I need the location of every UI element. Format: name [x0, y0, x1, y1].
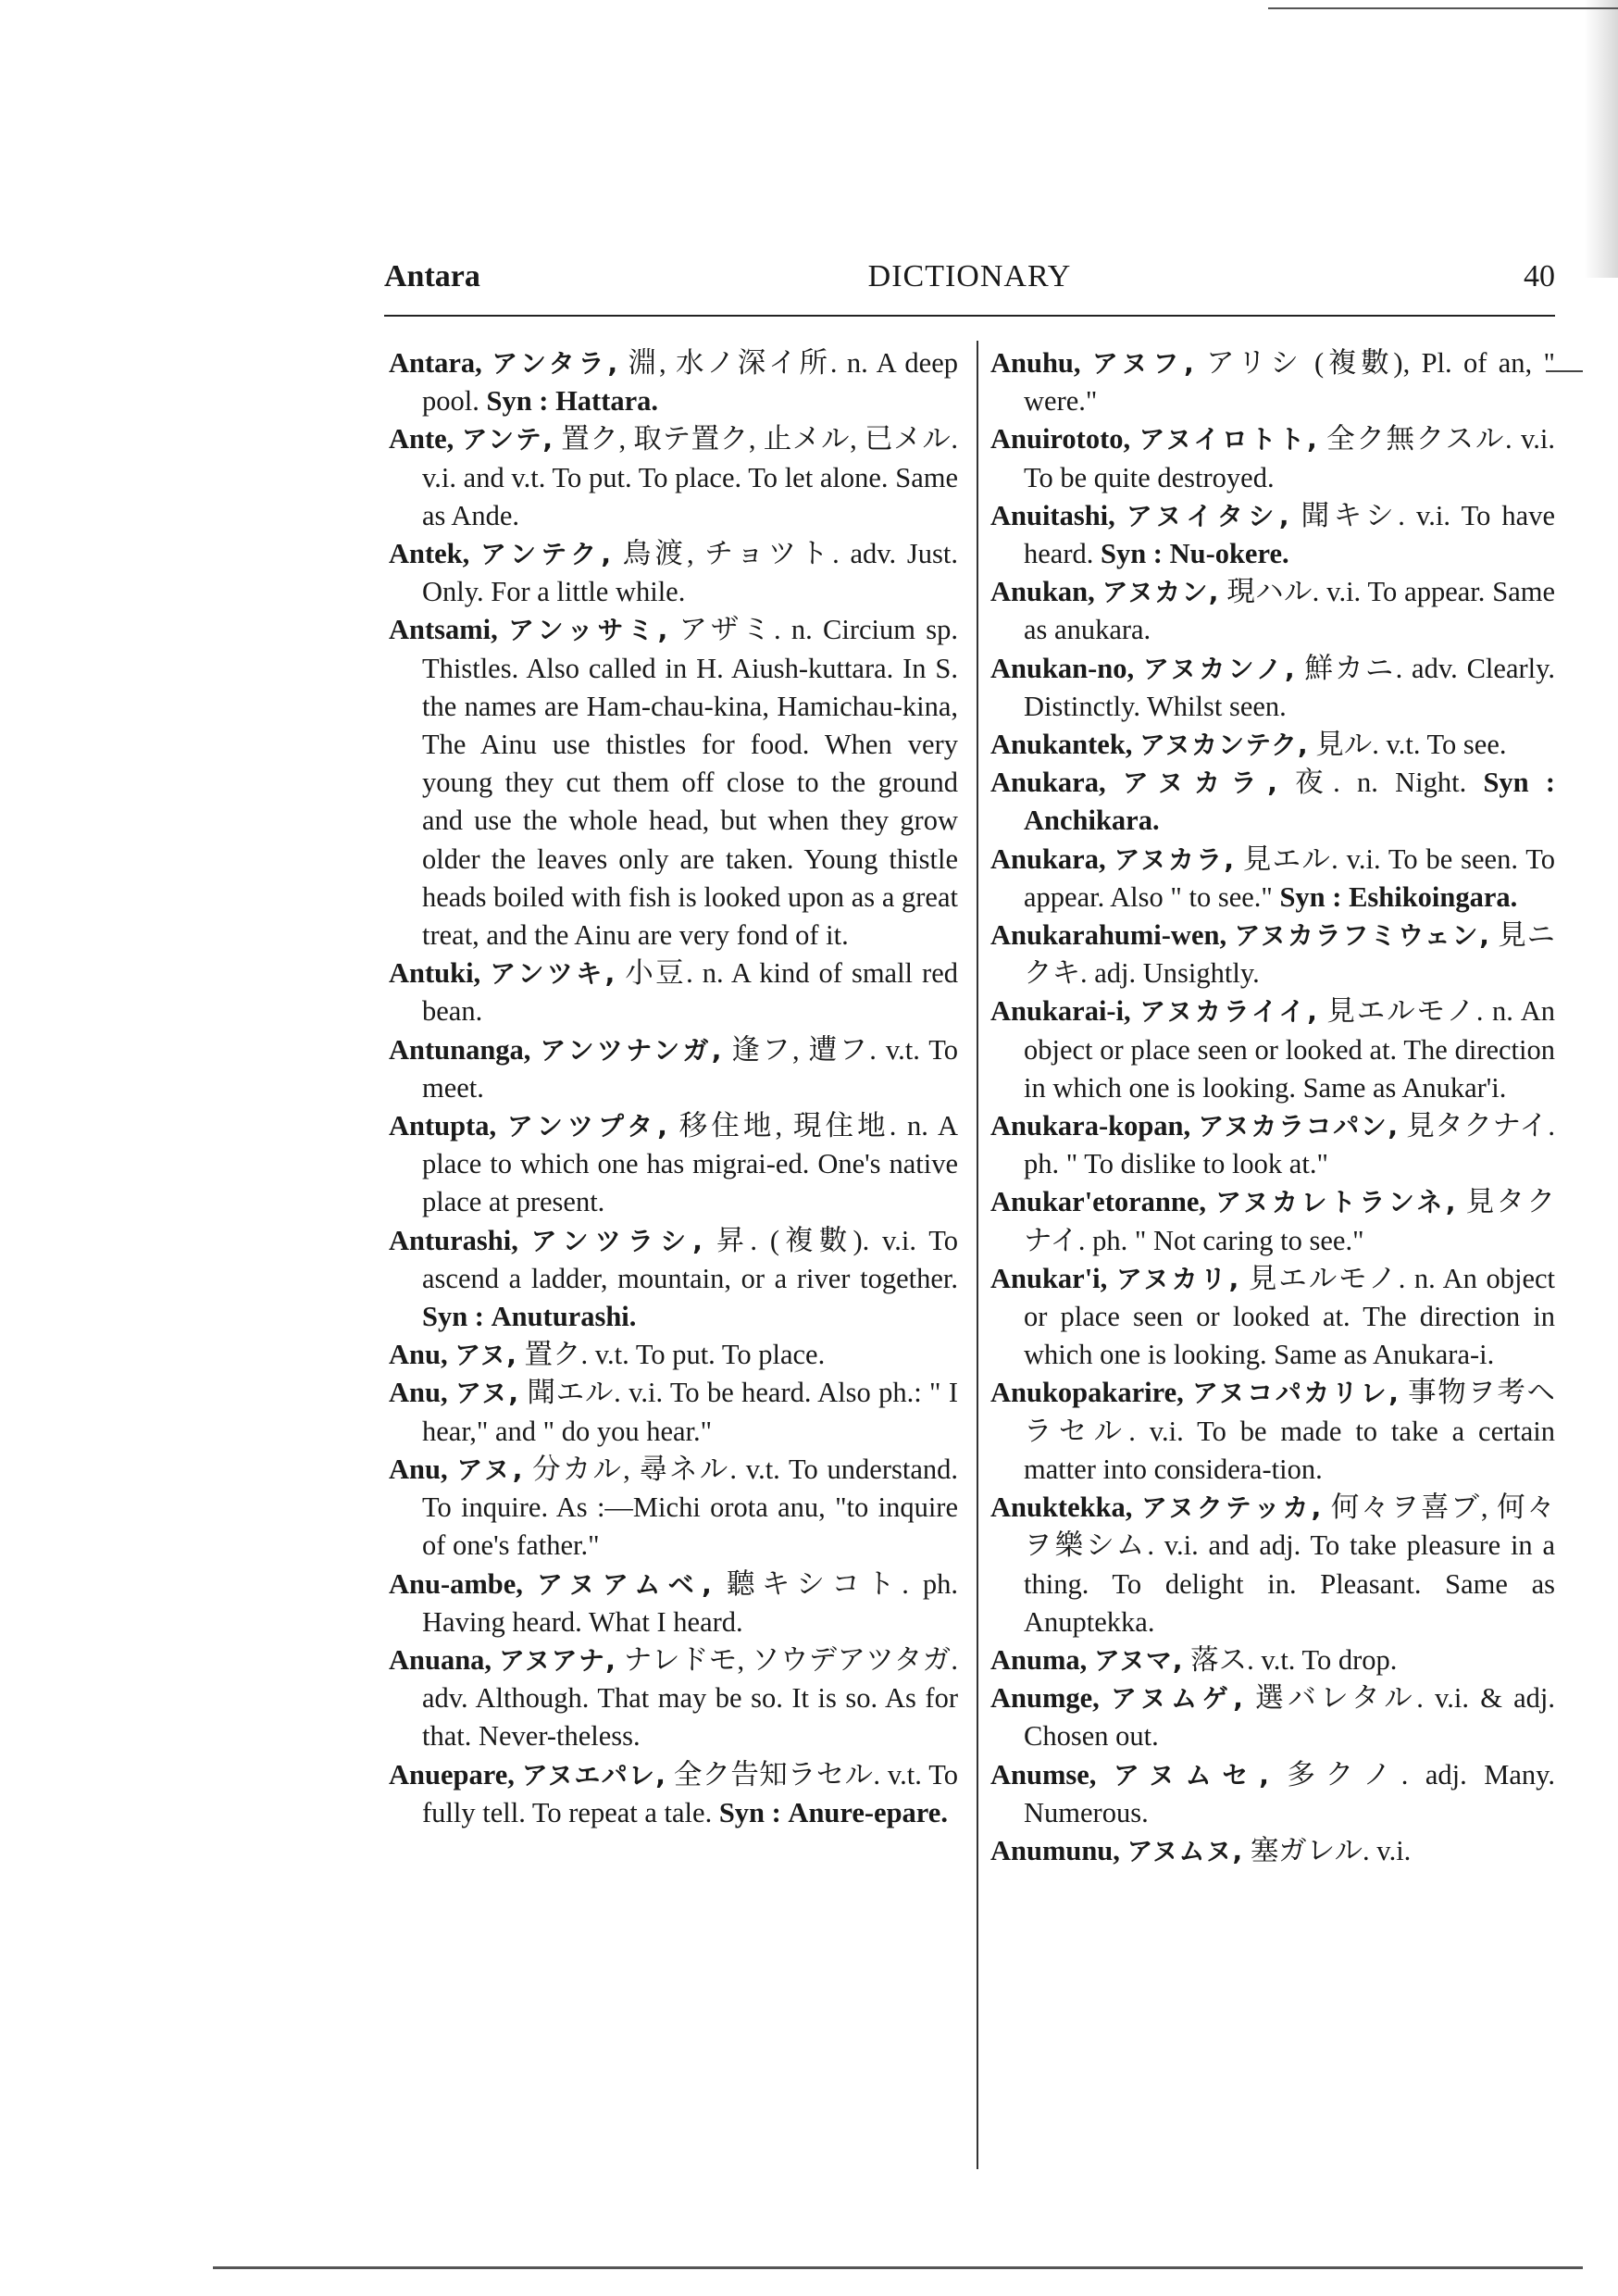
definition: 現ハル. v.i. To appear. Same as anukara.: [1024, 576, 1556, 646]
dictionary-entry: [990, 1832, 1555, 1870]
headword: Anturashi,: [389, 1224, 518, 1256]
definition: 夜. n. Night.: [1295, 767, 1467, 799]
synonym: Nu-okere.: [1169, 538, 1289, 570]
dictionary-entry: [990, 1260, 1555, 1375]
definition: 小豆. n. A kind of small red bean.: [422, 957, 958, 1028]
definition: 聽キシコト. ph. Having heard. What I heard.: [422, 1567, 959, 1638]
headword: Anukantek,: [990, 729, 1133, 761]
definition: 逢フ, 遭フ. v.t. To meet.: [422, 1033, 958, 1104]
kana-reading: アンツナンガ,: [540, 1034, 723, 1066]
definition: 置ク. v.t. To put. To place.: [524, 1339, 826, 1371]
scan-edge-shadow: [1585, 0, 1618, 278]
headword: Anuhu,: [990, 347, 1081, 379]
dictionary-entry: [990, 497, 1555, 573]
headword: Antuki,: [389, 957, 481, 990]
dictionary-entry: [389, 1222, 958, 1337]
headword: Antara,: [389, 347, 482, 379]
headword: Antsami,: [389, 614, 498, 646]
kana-reading: アンツラシ,: [530, 1225, 703, 1256]
header-title: DICTIONARY: [867, 259, 1072, 293]
definition: 移住地, 現住地. n. A place to which one has migrai-ed. One's native place at present.: [422, 1110, 959, 1218]
definition: 全ク告知ラセル. v.t. To fully tell. To repeat a tale.: [422, 1758, 958, 1828]
scan-edge-line-bottom: [213, 2266, 1583, 2269]
dictionary-entry: [990, 573, 1555, 649]
definition: 見エルモノ. n. An object or place seen or looked at. The direction in which one is looking. Same as Anukar'i.: [1024, 995, 1556, 1104]
definition: 見タクナイ. ph. " Not caring to see.": [1024, 1186, 1556, 1256]
synonym-label: Syn :: [422, 1301, 484, 1333]
headword: Anu,: [389, 1453, 448, 1485]
headword: Anu,: [389, 1377, 448, 1409]
kana-reading: アヌカラコパン,: [1198, 1111, 1399, 1142]
headword: Anukara,: [990, 842, 1106, 875]
definition: 多クノ. adj. Many. Numerous.: [1024, 1758, 1556, 1828]
headword: Anukara,: [990, 767, 1106, 799]
headword: Anukan-no,: [990, 652, 1135, 684]
headword: Anumge,: [990, 1682, 1100, 1715]
synonym-label: Syn :: [718, 1796, 781, 1828]
right-column: [990, 344, 1555, 1870]
headword: Anukan,: [990, 576, 1095, 608]
dictionary-entry: [389, 1374, 958, 1450]
headword: Anumse,: [990, 1758, 1097, 1791]
dictionary-entry: [389, 535, 958, 611]
kana-reading: アヌイタシ,: [1126, 500, 1290, 531]
kana-reading: アヌコパカリレ,: [1191, 1378, 1400, 1409]
dictionary-entry: [990, 917, 1555, 992]
definition: 塞ガレル. v.i.: [1250, 1834, 1412, 1866]
definition: 見エルモノ. n. An object or place seen or looked at. The direction in which one is looking. Same as Anukara-i.: [1024, 1262, 1555, 1371]
synonym-label: Syn :: [1100, 538, 1163, 570]
kana-reading: アヌマ,: [1093, 1644, 1184, 1676]
definition: 昇. (複數). v.i. To ascend a ladder, mountain, or a river together.: [422, 1224, 959, 1294]
kana-reading: アヌクテッカ,: [1140, 1492, 1323, 1524]
synonym: Anchikara.: [1024, 805, 1160, 837]
definition: 落ス. v.t. To drop.: [1190, 1643, 1398, 1676]
headword: Anukar'i,: [990, 1262, 1108, 1294]
scan-edge-line-top: [1268, 7, 1618, 9]
kana-reading: アヌフ,: [1091, 348, 1195, 379]
dictionary-entry: [389, 1756, 958, 1832]
kana-reading: アヌカレトランネ,: [1215, 1187, 1457, 1218]
kana-reading: アンテ,: [461, 424, 554, 455]
header-page-number: 40: [1524, 259, 1555, 293]
kana-reading: アヌアナ,: [498, 1644, 616, 1676]
definition: 全ク無クスル. v.i. To be quite destroyed.: [1024, 423, 1556, 493]
dictionary-entry: [389, 1336, 958, 1374]
dictionary-entry: [389, 1451, 958, 1566]
headword: Antupta,: [389, 1110, 497, 1142]
kana-reading: アヌムゲ,: [1110, 1683, 1244, 1715]
definition: 見ル. v.t. To see.: [1315, 729, 1507, 761]
kana-reading: アンッサミ,: [508, 615, 669, 646]
headword: Anuepare,: [389, 1758, 515, 1791]
dictionary-entry: [990, 420, 1555, 496]
kana-reading: アヌイロトト,: [1139, 424, 1318, 455]
definition: アザミ. n. Circium sp. Thistles. Also called in H. Aiush-kuttara. In S. the names are Ham-chau-kina, Hamichau-kina, The Ainu use thistles for food. When very young they cut them off close to the ground and use the whole head, but when they grow older the leaves only are taken. Young thistle heads boiled with fish is looked upon as a great treat, and the Ainu are very fond of it.: [422, 614, 959, 952]
kana-reading: アヌ,: [454, 1340, 517, 1371]
headword: Ante,: [389, 423, 454, 455]
kana-reading: アヌカリ,: [1115, 1263, 1240, 1294]
dictionary-entry: [990, 1756, 1555, 1832]
dictionary-entry: [389, 1031, 958, 1107]
definition: 選バレタル. v.i. & adj. Chosen out.: [1024, 1682, 1556, 1753]
kana-reading: アヌ,: [456, 1454, 524, 1485]
definition: 淵, 水ノ深イ所. n. A deep pool.: [422, 347, 958, 418]
dictionary-entry: [990, 764, 1555, 840]
definition: アリシ (複數), Pl. of an, " were.": [1024, 347, 1555, 418]
headword: Anuirototo,: [990, 423, 1131, 455]
definition: 事物ヲ考ヘラセル. v.i. To be made to take a certain matter into considera-tion.: [1024, 1377, 1556, 1485]
headword: Anumunu,: [990, 1834, 1120, 1866]
kana-reading: アヌカラ,: [1114, 843, 1236, 875]
dictionary-entry: [990, 1107, 1555, 1183]
definition: 見エル. v.i. To be seen. To appear. Also " to see.": [1024, 842, 1556, 913]
dictionary-entry: [389, 1641, 958, 1756]
dictionary-entry: [389, 420, 958, 535]
kana-reading: アンテク,: [480, 539, 612, 570]
kana-reading: アヌムセ,: [1113, 1759, 1270, 1791]
headword: Anukopakarire,: [990, 1377, 1184, 1409]
kana-reading: アンツプタ,: [506, 1111, 668, 1142]
definition: 置ク, 取テ置ク, 止メル, 已メル. v.i. and v.t. To put. To place. To let alone. Same as Ande.: [422, 423, 959, 531]
definition: 見ニクキ. adj. Unsightly.: [1024, 919, 1556, 990]
definition: 分カル, 尋ネル. v.t. To understand. To inquire. As :—Michi orota anu, "to inquire of one's father.": [422, 1453, 959, 1562]
kana-reading: アヌカラフミウェン,: [1234, 920, 1490, 952]
kana-reading: アヌカンノ,: [1142, 653, 1296, 684]
dictionary-entry: [990, 344, 1555, 420]
column-divider: [977, 341, 978, 2169]
synonym-label: Syn :: [486, 385, 549, 418]
synonym: Anuturashi.: [491, 1301, 637, 1333]
definition: ナレドモ, ソウデアツタガ. adv. Although. That may be so. It is so. As for that. Never-theless.: [422, 1643, 959, 1753]
headword: Anuana,: [389, 1643, 492, 1676]
synonym: Anure-epare.: [788, 1796, 948, 1828]
headword: Anukar'etoranne,: [990, 1186, 1206, 1218]
header-guide-word: Antara: [384, 259, 480, 293]
dictionary-entry: [990, 992, 1555, 1107]
definition: 鮮カニ. adv. Clearly. Distinctly. Whilst seen.: [1024, 652, 1556, 722]
headword: Anukarai-i,: [990, 995, 1131, 1028]
definition: 何々ヲ喜ブ, 何々ヲ樂シム. v.i. and adj. To take pleasure in a thing. To delight in. Pleasant. Same as Anuptekka.: [1024, 1491, 1556, 1638]
dictionary-entry: [990, 726, 1555, 764]
headword: Anu-ambe,: [389, 1567, 523, 1600]
kana-reading: アヌカライイ,: [1139, 996, 1318, 1028]
header-rule: [384, 315, 1555, 317]
dictionary-entry: [990, 1374, 1555, 1489]
dictionary-entry: [389, 1107, 958, 1222]
kana-reading: アヌアムベ,: [536, 1568, 713, 1600]
kana-reading: アンツキ,: [490, 958, 616, 990]
headword: Antunanga,: [389, 1033, 531, 1066]
headword: Anuma,: [990, 1643, 1088, 1676]
dictionary-entry: [990, 1679, 1555, 1755]
running-header: [384, 259, 1555, 309]
left-column: [389, 344, 958, 1832]
kana-reading: アヌカン,: [1101, 577, 1220, 608]
headword: Anuktekka,: [990, 1491, 1133, 1524]
headword: Anu,: [389, 1339, 448, 1371]
kana-reading: アヌカンテク,: [1139, 730, 1309, 761]
synonym-label: Syn :: [1279, 880, 1342, 913]
kana-reading: アヌカラ,: [1122, 767, 1278, 799]
dictionary-entry: [990, 1183, 1555, 1259]
dictionary-entry: [389, 344, 958, 420]
dictionary-entry: [389, 955, 958, 1030]
dictionary-entry: [990, 1489, 1555, 1641]
headword: Anukara-kopan,: [990, 1110, 1191, 1142]
headword: Anuitashi,: [990, 499, 1115, 531]
synonym-label: Syn :: [1483, 767, 1555, 799]
dictionary-entry: [389, 611, 958, 955]
headword: Anukarahumi-wen,: [990, 919, 1227, 952]
definition: 聞エル. v.i. To be heard. Also ph.: " I hear," and " do you hear.": [422, 1377, 959, 1447]
dictionary-entry: [990, 841, 1555, 917]
synonym: Hattara.: [555, 385, 659, 418]
kana-reading: アヌ,: [454, 1378, 520, 1409]
definition: 見タクナイ. ph. " To dislike to look at.": [1024, 1110, 1556, 1180]
dictionary-entry: [389, 1566, 958, 1641]
definition: 鳥渡, チョツト. adv. Just. Only. For a little while.: [422, 538, 958, 608]
headword: Antek,: [389, 538, 470, 570]
kana-reading: アヌエパレ,: [521, 1759, 666, 1791]
definition: 聞キシ. v.i. To have heard.: [1024, 499, 1556, 570]
synonym: Eshikoingara.: [1349, 880, 1518, 913]
dictionary-entry: [990, 650, 1555, 726]
kana-reading: アンタラ,: [492, 348, 619, 379]
kana-reading: アヌムヌ,: [1126, 1835, 1244, 1866]
dictionary-entry: [990, 1641, 1555, 1679]
